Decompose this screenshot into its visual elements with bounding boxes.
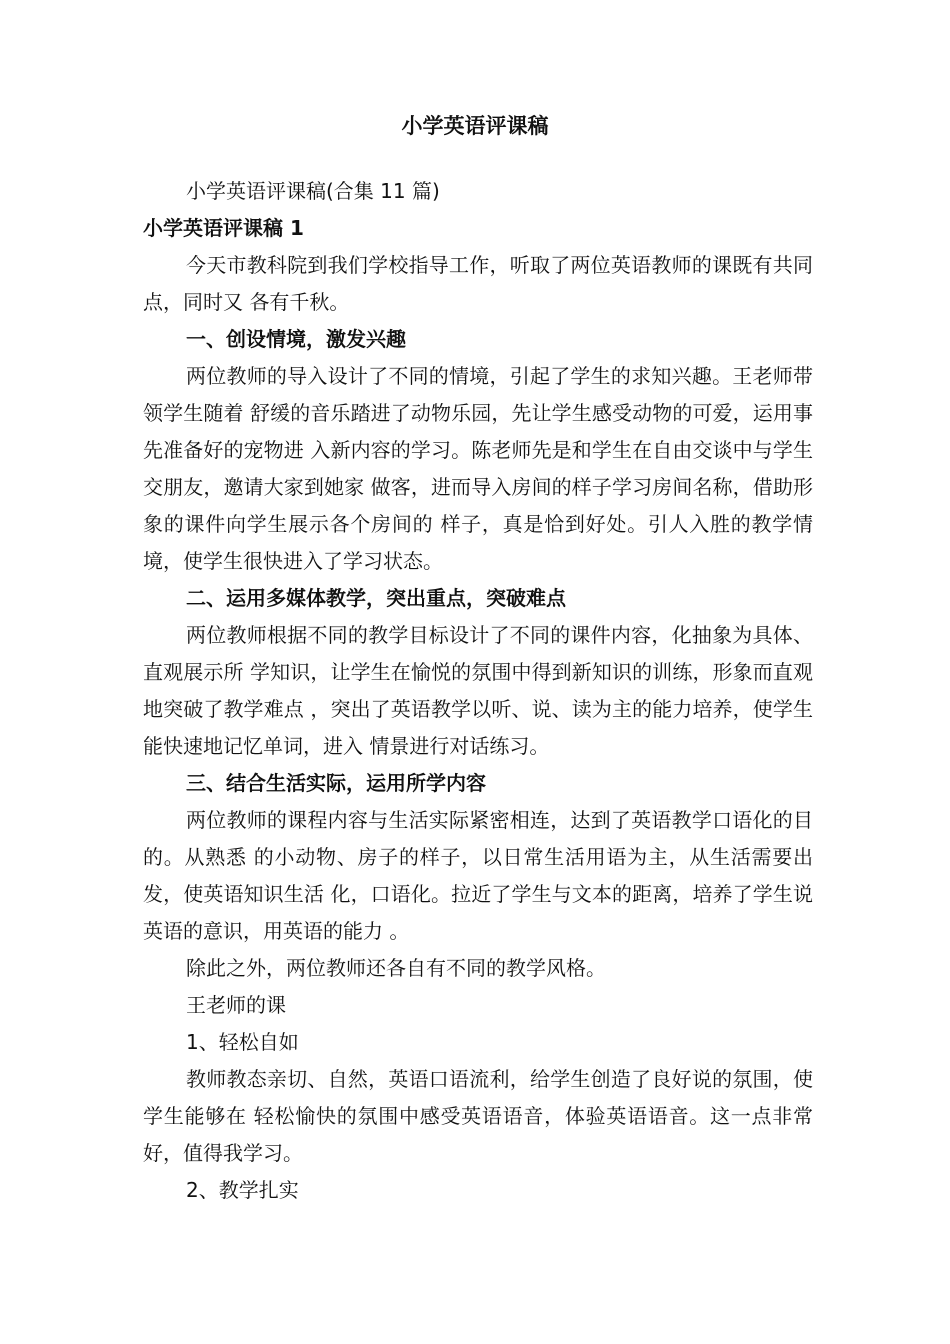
intro-paragraph: 今天市教科院到我们学校指导工作，听取了两位英语教师的课既有共同点，同时又 各有千秋。 xyxy=(143,253,813,314)
point-1-heading: 一、创设情境，激发兴趣 xyxy=(186,327,406,351)
item-1-paragraph: 教师教态亲切、自然，英语口语流利，给学生创造了良好说的氛围，使学生能够在 轻松愉快的氛围中感受英语语音，体验英语语音。这一点非常好，值得我学习。 xyxy=(143,1067,813,1165)
point-3-paragraph: 两位教师的课程内容与生活实际紧密相连，达到了英语教学口语化的目的。从熟悉 的小动物、房子的样子，以日常生活用语为主，从生活需要出发，使英语知识生活 化，口语化。拉近了学生与文本的距离，培养了学生说英语的意识，用英语的能力 。 xyxy=(143,808,813,943)
point-2-paragraph: 两位教师根据不同的教学目标设计了不同的课件内容，化抽象为具体、直观展示所 学知识，让学生在愉悦的氛围中得到新知识的训练，形象而直观地突破了教学难点 ，突出了英语教学以听、说、读为主的能力培养，使学生能快速地记忆单词，进入 情景进行对话练习。 xyxy=(143,623,813,758)
document-body xyxy=(143,173,813,1209)
point-2-heading: 二、运用多媒体教学，突出重点，突破难点 xyxy=(186,586,566,610)
section-heading: 小学英语评课稿 1 xyxy=(143,216,304,240)
item-1-label: 1、轻松自如 xyxy=(186,1030,299,1054)
teacher-wang-label: 王老师的课 xyxy=(186,993,286,1017)
document-subtitle: 小学英语评课稿(合集 11 篇) xyxy=(186,179,440,203)
point-1-paragraph: 两位教师的导入设计了不同的情境，引起了学生的求知兴趣。王老师带领学生随着 舒缓的音乐踏进了动物乐园，先让学生感受动物的可爱，运用事先准备好的宠物进 入新内容的学习。陈老师先是和学生在自由交谈中与学生交朋友，邀请大家到她家 做客，进而导入房间的样子学习房间名称，借助形象的课件向学生展示各个房间的 样子，真是恰到好处。引人入胜的教学情境，使学生很快进入了学习状态。 xyxy=(143,364,813,573)
extra-paragraph: 除此之外，两位教师还各自有不同的教学风格。 xyxy=(186,956,606,980)
point-3-heading: 三、结合生活实际，运用所学内容 xyxy=(186,771,486,795)
item-2-label: 2、教学扎实 xyxy=(186,1178,299,1202)
document-title: 小学英语评课稿 xyxy=(401,114,549,138)
